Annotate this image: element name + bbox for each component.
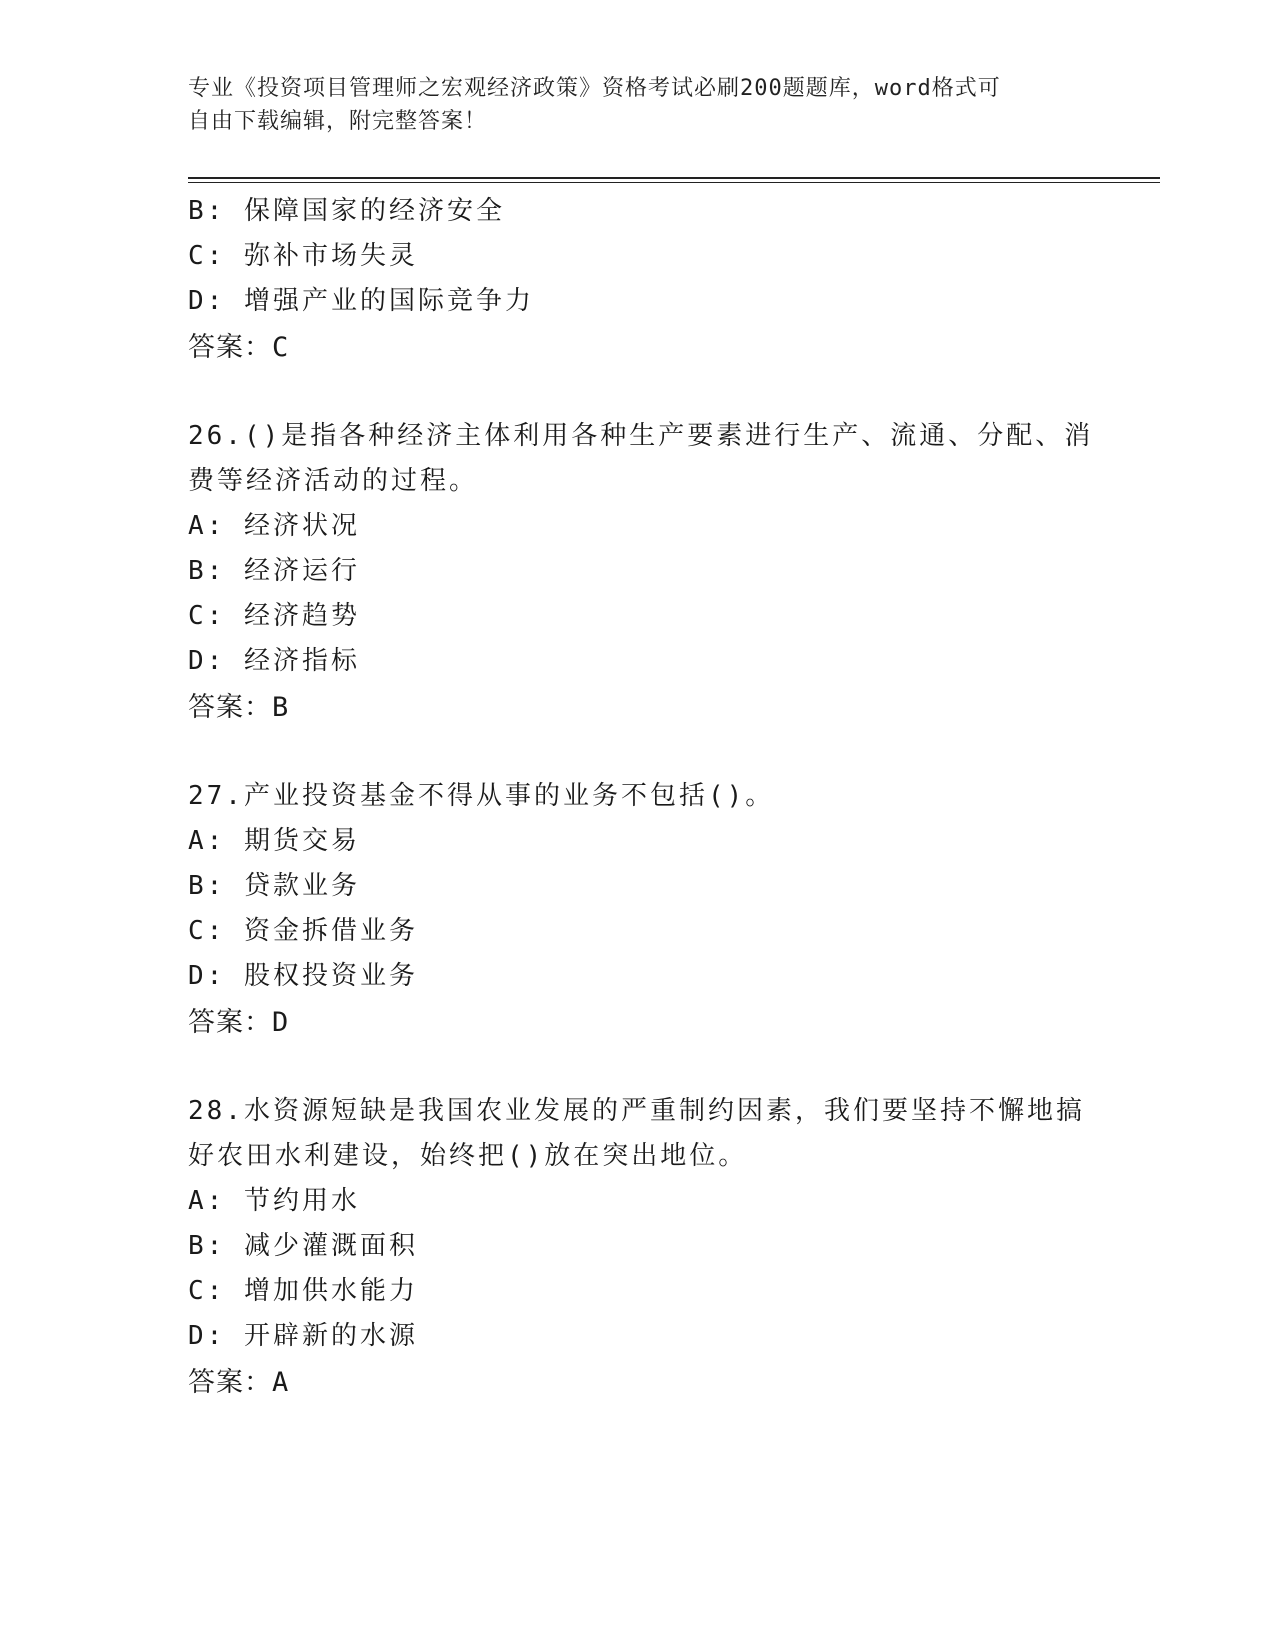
q27-answer: 答案：D [188, 1007, 290, 1038]
q28-option-d: D: 开辟新的水源 [188, 1321, 418, 1351]
q28-option-c: C: 增加供水能力 [188, 1276, 418, 1306]
q28-stem-line-2: 好农田水利建设，始终把()放在突出地位。 [188, 1141, 748, 1171]
q28-stem-line-1: 28.水资源短缺是我国农业发展的严重制约因素，我们要坚持不懈地搞 [188, 1096, 1085, 1126]
header-rule-thick [188, 177, 1160, 179]
q25-option-b: B: 保障国家的经济安全 [188, 196, 505, 226]
q27-option-a: A: 期货交易 [188, 826, 360, 856]
q25-option-d: D: 增强产业的国际竞争力 [188, 286, 534, 316]
q26-option-b: B: 经济运行 [188, 556, 360, 586]
q26-stem-line-2: 费等经济活动的过程。 [188, 466, 479, 496]
q27-option-b: B: 贷款业务 [188, 871, 360, 901]
q27-option-c: C: 资金拆借业务 [188, 916, 418, 946]
q26-stem-line-1: 26.()是指各种经济主体利用各种生产要素进行生产、流通、分配、消 [188, 421, 1094, 451]
q26-option-d: D: 经济指标 [188, 646, 360, 676]
header-line-1: 专业《投资项目管理师之宏观经济政策》资格考试必刷200题题库，word格式可 [188, 76, 1001, 101]
q27-option-d: D: 股权投资业务 [188, 961, 418, 991]
q26-answer: 答案：B [188, 692, 290, 723]
q26-option-a: A: 经济状况 [188, 511, 360, 541]
q28-option-a: A: 节约用水 [188, 1186, 360, 1216]
document-header [188, 72, 1068, 138]
header-line-2: 自由下载编辑，附完整答案！ [188, 109, 488, 134]
q27-stem-line-1: 27.产业投资基金不得从事的业务不包括()。 [188, 781, 775, 811]
q28-option-b: B: 减少灌溉面积 [188, 1231, 418, 1261]
q28-answer: 答案：A [188, 1367, 290, 1398]
q25-answer: 答案：C [188, 332, 290, 363]
q25-option-c: C: 弥补市场失灵 [188, 241, 418, 271]
q26-option-c: C: 经济趋势 [188, 601, 360, 631]
header-rule-thin [188, 182, 1160, 183]
